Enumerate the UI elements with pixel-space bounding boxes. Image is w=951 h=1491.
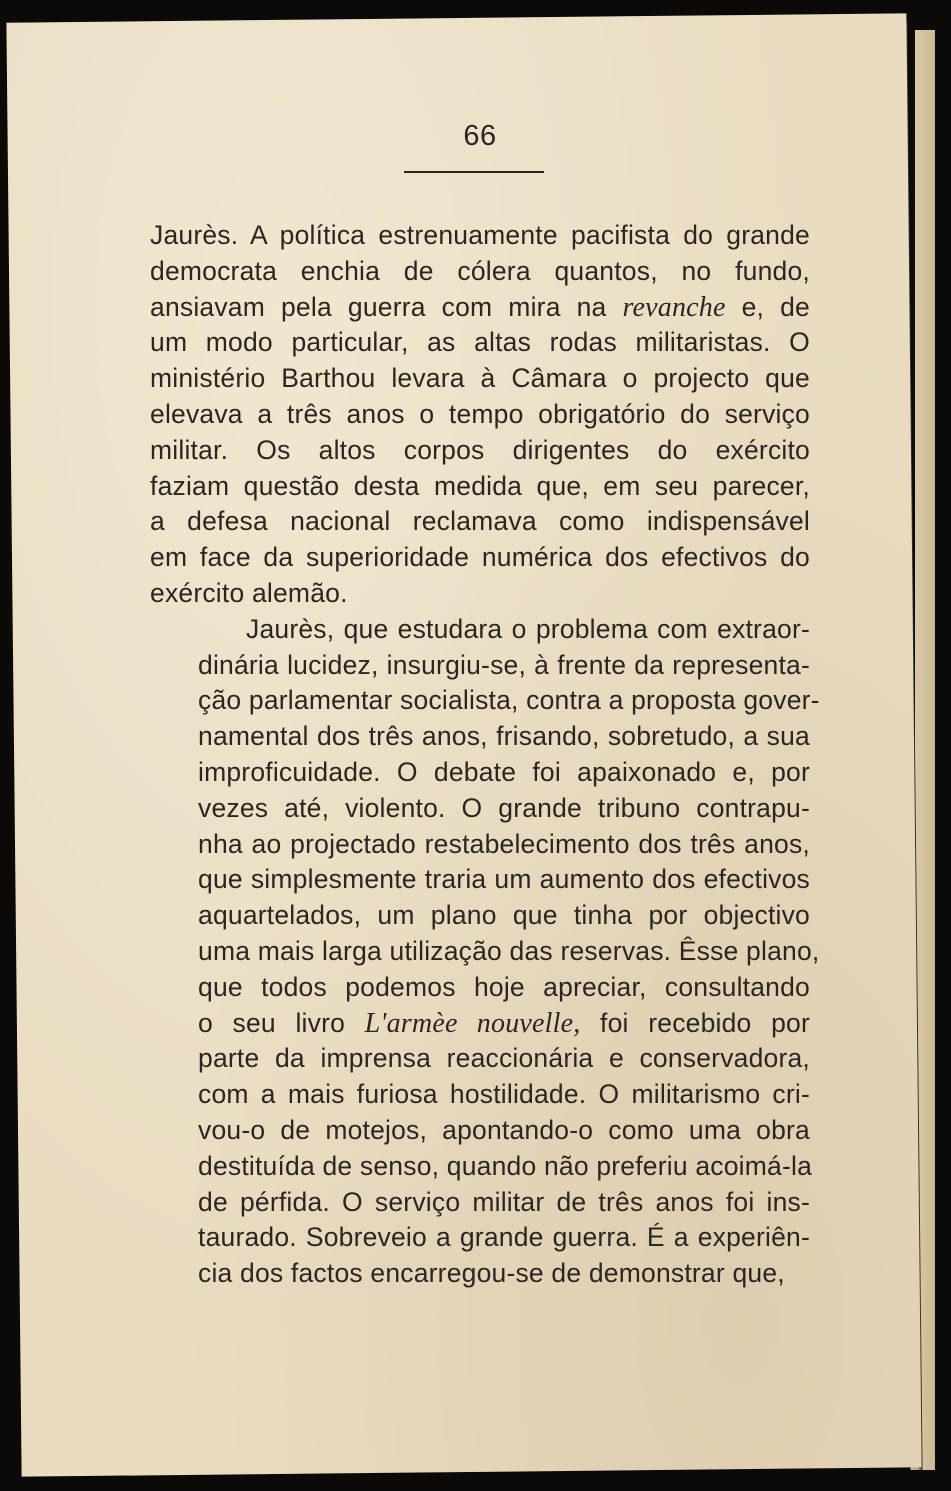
page-number-rule: [404, 171, 544, 173]
text-line: vou-o de motejos, apontando-o como uma obra: [198, 1114, 810, 1145]
text-line: vezes até, violento. O grande tribuno contrapu-: [198, 792, 810, 823]
text-line: Jaurès. A política estrenuamente pacifista do grande: [150, 220, 810, 250]
paragraph: [150, 218, 810, 612]
text-line: a defesa nacional reclamava como indispensável: [150, 506, 810, 537]
text-line: elevava a três anos o tempo obrigatório do serviço: [150, 398, 810, 429]
page-number: 66: [463, 120, 497, 152]
text-line: militar. Os altos corpos dirigentes do exército: [150, 434, 810, 465]
text-line: aquartelados, um plano que tinha por objectivo: [198, 900, 810, 931]
text-line: ansiavam pela guerra com mira na revanche e, de: [150, 291, 810, 323]
text-line: com a mais furiosa hostilidade. O militarismo cri-: [198, 1079, 810, 1110]
text-line: parte da imprensa reaccionária e conservadora,: [198, 1043, 810, 1074]
text-line: de pérfida. O serviço militar de três anos foi ins-: [198, 1186, 810, 1217]
text-line: improficuidade. O debate foi apaixonado e, por: [198, 756, 810, 787]
paragraph: [150, 612, 820, 1292]
text-line: o seu livro L'armèe nouvelle, foi recebido por: [198, 1007, 810, 1039]
text-line: destituída de senso, quando não preferiu acoimá-la: [198, 1150, 813, 1181]
text-line: dinária lucidez, insurgiu-se, à frente da representa-: [198, 649, 810, 680]
text-line: taurado. Sobreveio a grande guerra. É a experiên-: [198, 1222, 810, 1253]
text-line: que simplesmente traria um aumento dos efectivos: [198, 864, 810, 895]
text-line: cia dos factos encarregou-se de demonstrar que,: [198, 1258, 785, 1289]
italic-term: revanche: [622, 291, 726, 323]
text-line: namental dos três anos, frisando, sobretudo, a sua: [198, 721, 810, 752]
text-line: que todos podemos hoje apreciar, consultando: [198, 971, 810, 1002]
italic-term: L'armèe nouvelle,: [364, 1007, 581, 1039]
body-text: [150, 218, 820, 1292]
text-line: Jaurès, que estudara o problema com extraor-: [246, 613, 810, 644]
text-line: exército alemão.: [150, 577, 348, 608]
text-line: em face da superioridade numérica dos efectivos do: [150, 542, 810, 573]
text-line: ção parlamentar socialista, contra a proposta gover-: [198, 685, 820, 716]
text-line: faziam questão desta medida que, em seu parecer,: [150, 470, 810, 501]
text-line: uma mais larga utilização das reservas. Êsse plano,: [198, 935, 820, 966]
text-line: nha ao projectado restabelecimento dos três anos,: [198, 828, 810, 859]
text-line: ministério Barthou levara à Câmara o projecto que: [150, 363, 810, 394]
text-line: democrata enchia de cólera quantos, no fundo,: [150, 255, 810, 286]
text-line: um modo particular, as altas rodas militaristas. O: [150, 327, 810, 358]
